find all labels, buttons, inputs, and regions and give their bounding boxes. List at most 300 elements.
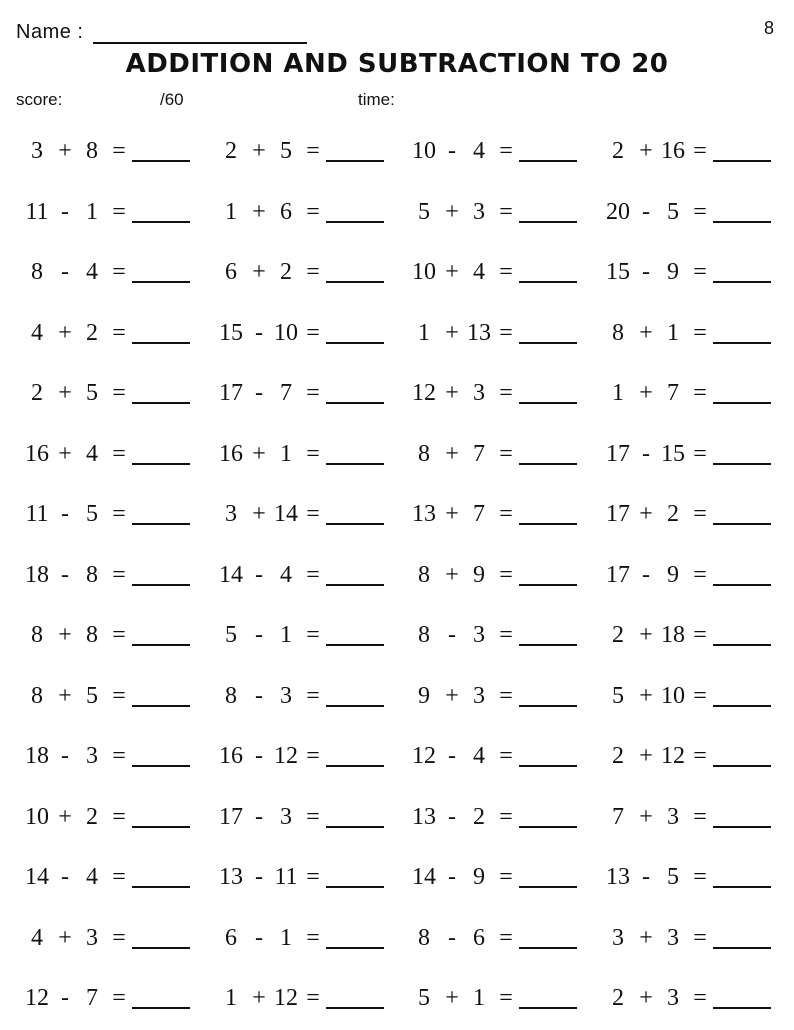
operand-b: 16 xyxy=(661,138,685,164)
operand-a: 1 xyxy=(612,380,624,406)
operand-b: 5 xyxy=(86,380,98,406)
equals-sign: = xyxy=(306,138,320,164)
problem xyxy=(22,257,200,287)
answer-blank[interactable] xyxy=(519,259,577,283)
answer-blank[interactable] xyxy=(326,441,384,465)
operand-b: 8 xyxy=(86,622,98,648)
answer-blank[interactable] xyxy=(132,925,190,949)
equals-sign: = xyxy=(499,561,513,588)
answer-blank[interactable] xyxy=(713,562,771,586)
operator: + xyxy=(639,682,653,709)
operand-a: 8 xyxy=(31,682,43,709)
operand-b: 10 xyxy=(661,682,685,709)
operand-b: 12 xyxy=(274,743,298,769)
answer-blank[interactable] xyxy=(132,804,190,828)
operand-b: 4 xyxy=(86,259,98,285)
operand-b: 1 xyxy=(280,440,292,467)
equals-sign: = xyxy=(693,803,707,830)
operand-a: 2 xyxy=(612,985,624,1011)
problem xyxy=(409,318,587,348)
equals-sign: = xyxy=(306,864,320,890)
problem xyxy=(603,862,781,892)
problem xyxy=(409,197,587,227)
problem xyxy=(216,862,394,892)
problem-grid xyxy=(0,122,794,1030)
operand-b: 4 xyxy=(473,138,485,164)
operator: + xyxy=(58,924,72,951)
operator: - xyxy=(61,561,69,588)
answer-blank[interactable] xyxy=(132,683,190,707)
equals-sign: = xyxy=(306,198,320,225)
operand-a: 15 xyxy=(219,319,243,346)
equals-sign: = xyxy=(499,985,513,1011)
operator: - xyxy=(255,319,263,346)
operand-b: 12 xyxy=(661,743,685,769)
answer-blank[interactable] xyxy=(713,925,771,949)
answer-blank[interactable] xyxy=(132,441,190,465)
answer-blank[interactable] xyxy=(132,501,190,525)
operand-a: 2 xyxy=(612,138,624,164)
operator: + xyxy=(445,259,459,285)
operand-a: 13 xyxy=(219,864,243,890)
answer-blank[interactable] xyxy=(519,925,577,949)
answer-blank[interactable] xyxy=(326,259,384,283)
operand-b: 3 xyxy=(473,380,485,406)
operand-b: 1 xyxy=(667,319,679,346)
operand-a: 4 xyxy=(31,319,43,346)
operand-a: 4 xyxy=(31,924,43,951)
operator: - xyxy=(255,380,263,406)
answer-blank[interactable] xyxy=(713,743,771,767)
answer-blank[interactable] xyxy=(519,683,577,707)
answer-blank[interactable] xyxy=(326,199,384,223)
answer-blank[interactable] xyxy=(519,320,577,344)
problem xyxy=(216,257,394,287)
operand-b: 7 xyxy=(86,985,98,1011)
problem xyxy=(603,923,781,953)
answer-blank[interactable] xyxy=(713,985,771,1009)
operand-b: 9 xyxy=(667,561,679,588)
operator: + xyxy=(252,501,266,527)
operand-a: 16 xyxy=(219,743,243,769)
answer-blank[interactable] xyxy=(713,320,771,344)
operand-a: 11 xyxy=(25,501,49,527)
operand-a: 8 xyxy=(31,259,43,285)
answer-blank[interactable] xyxy=(519,380,577,404)
answer-blank[interactable] xyxy=(326,864,384,888)
operand-b: 4 xyxy=(473,743,485,769)
problem xyxy=(22,802,200,832)
answer-blank[interactable] xyxy=(713,199,771,223)
problem xyxy=(603,197,781,227)
answer-blank[interactable] xyxy=(519,622,577,646)
equals-sign: = xyxy=(499,198,513,225)
operand-b: 7 xyxy=(473,501,485,527)
problem xyxy=(216,983,394,1013)
operator: - xyxy=(448,924,456,951)
answer-blank[interactable] xyxy=(519,804,577,828)
answer-blank[interactable] xyxy=(326,804,384,828)
problem xyxy=(216,560,394,590)
answer-blank[interactable] xyxy=(519,562,577,586)
operand-a: 3 xyxy=(225,501,237,527)
problem xyxy=(603,741,781,771)
operator: - xyxy=(255,924,263,951)
operator: + xyxy=(639,622,653,648)
answer-blank[interactable] xyxy=(713,380,771,404)
operand-a: 1 xyxy=(225,198,237,225)
problem xyxy=(603,439,781,469)
equals-sign: = xyxy=(693,682,707,709)
operator: + xyxy=(639,743,653,769)
operator: - xyxy=(255,622,263,648)
operand-b: 1 xyxy=(280,622,292,648)
equals-sign: = xyxy=(112,622,126,648)
score-total: /60 xyxy=(160,90,184,109)
answer-blank[interactable] xyxy=(326,925,384,949)
problem xyxy=(22,560,200,590)
operand-b: 9 xyxy=(667,259,679,285)
answer-blank[interactable] xyxy=(132,138,190,162)
problem xyxy=(603,620,781,650)
equals-sign: = xyxy=(499,743,513,769)
operand-b: 8 xyxy=(86,138,98,164)
answer-blank[interactable] xyxy=(132,380,190,404)
operator: + xyxy=(58,682,72,709)
operand-b: 2 xyxy=(280,259,292,285)
operand-a: 5 xyxy=(418,985,430,1011)
answer-blank[interactable] xyxy=(519,501,577,525)
operand-a: 2 xyxy=(225,138,237,164)
operator: - xyxy=(448,622,456,648)
answer-blank[interactable] xyxy=(326,985,384,1009)
equals-sign: = xyxy=(693,440,707,467)
operator: + xyxy=(252,198,266,225)
answer-blank[interactable] xyxy=(326,683,384,707)
answer-blank[interactable] xyxy=(326,380,384,404)
operator: + xyxy=(252,138,266,164)
operator: - xyxy=(61,198,69,225)
answer-blank[interactable] xyxy=(132,320,190,344)
problem xyxy=(603,499,781,529)
answer-blank[interactable] xyxy=(519,985,577,1009)
problem xyxy=(409,257,587,287)
operand-b: 14 xyxy=(274,501,298,527)
problem xyxy=(603,257,781,287)
answer-blank[interactable] xyxy=(713,804,771,828)
operator: + xyxy=(445,380,459,406)
equals-sign: = xyxy=(306,561,320,588)
operand-a: 12 xyxy=(412,743,436,769)
answer-blank[interactable] xyxy=(326,138,384,162)
operand-a: 2 xyxy=(612,743,624,769)
operator: + xyxy=(445,319,459,346)
problem xyxy=(22,499,200,529)
problem xyxy=(22,620,200,650)
operand-a: 17 xyxy=(606,561,630,588)
problem-row xyxy=(0,909,794,970)
operand-b: 5 xyxy=(86,682,98,709)
problem xyxy=(409,620,587,650)
answer-blank[interactable] xyxy=(132,562,190,586)
problem-row xyxy=(0,183,794,244)
operand-b: 12 xyxy=(274,985,298,1011)
operand-b: 6 xyxy=(280,198,292,225)
problem xyxy=(216,499,394,529)
problem xyxy=(22,378,200,408)
answer-blank[interactable] xyxy=(132,259,190,283)
time-label: time: xyxy=(358,90,395,109)
problem xyxy=(22,862,200,892)
equals-sign: = xyxy=(499,864,513,890)
operand-a: 3 xyxy=(612,924,624,951)
answer-blank[interactable] xyxy=(326,501,384,525)
operand-b: 4 xyxy=(86,440,98,467)
equals-sign: = xyxy=(112,319,126,346)
equals-sign: = xyxy=(112,924,126,951)
operand-b: 7 xyxy=(667,380,679,406)
equals-sign: = xyxy=(693,501,707,527)
problem xyxy=(22,983,200,1013)
operand-b: 15 xyxy=(661,440,685,467)
operator: + xyxy=(639,319,653,346)
operand-a: 17 xyxy=(606,440,630,467)
problem xyxy=(22,136,200,166)
problem xyxy=(22,318,200,348)
answer-blank[interactable] xyxy=(519,138,577,162)
problem-row xyxy=(0,485,794,546)
problem xyxy=(603,802,781,832)
answer-blank[interactable] xyxy=(132,864,190,888)
operator: - xyxy=(642,259,650,285)
problem xyxy=(216,378,394,408)
operand-b: 3 xyxy=(86,743,98,769)
equals-sign: = xyxy=(306,380,320,406)
operand-a: 8 xyxy=(612,319,624,346)
problem-row xyxy=(0,304,794,365)
problem xyxy=(22,741,200,771)
problem-row xyxy=(0,364,794,425)
operand-a: 14 xyxy=(219,561,243,588)
answer-blank[interactable] xyxy=(713,259,771,283)
problem xyxy=(409,923,587,953)
problem xyxy=(22,197,200,227)
operand-b: 2 xyxy=(473,803,485,830)
operand-a: 1 xyxy=(225,985,237,1011)
operand-b: 1 xyxy=(86,198,98,225)
operand-b: 5 xyxy=(86,501,98,527)
equals-sign: = xyxy=(306,803,320,830)
operator: - xyxy=(448,743,456,769)
operator: - xyxy=(448,803,456,830)
operand-a: 8 xyxy=(418,622,430,648)
operand-a: 5 xyxy=(418,198,430,225)
operator: + xyxy=(58,319,72,346)
operand-a: 6 xyxy=(225,924,237,951)
operand-a: 12 xyxy=(412,380,436,406)
operand-b: 6 xyxy=(473,924,485,951)
operator: - xyxy=(61,743,69,769)
equals-sign: = xyxy=(306,924,320,951)
problem xyxy=(409,560,587,590)
problem xyxy=(409,983,587,1013)
problem xyxy=(216,620,394,650)
answer-blank[interactable] xyxy=(713,864,771,888)
problem-row xyxy=(0,727,794,788)
operator: - xyxy=(61,501,69,527)
equals-sign: = xyxy=(306,440,320,467)
operator: + xyxy=(639,803,653,830)
operator: - xyxy=(61,985,69,1011)
operand-b: 4 xyxy=(473,259,485,285)
problem xyxy=(409,681,587,711)
operator: + xyxy=(252,259,266,285)
problem xyxy=(409,378,587,408)
operator: + xyxy=(639,985,653,1011)
operator: - xyxy=(255,743,263,769)
operator: + xyxy=(252,985,266,1011)
equals-sign: = xyxy=(693,622,707,648)
operand-a: 18 xyxy=(25,743,49,769)
operator: + xyxy=(445,440,459,467)
operand-a: 16 xyxy=(25,440,49,467)
operand-b: 2 xyxy=(86,803,98,830)
operand-a: 13 xyxy=(606,864,630,890)
operand-a: 8 xyxy=(418,561,430,588)
problem xyxy=(603,378,781,408)
operand-b: 5 xyxy=(667,864,679,890)
operand-b: 8 xyxy=(86,561,98,588)
operand-a: 1 xyxy=(418,319,430,346)
name-input-line[interactable] xyxy=(93,22,307,44)
operand-b: 2 xyxy=(667,501,679,527)
operand-a: 2 xyxy=(612,622,624,648)
operator: + xyxy=(252,440,266,467)
problem xyxy=(409,802,587,832)
equals-sign: = xyxy=(499,259,513,285)
problem xyxy=(409,136,587,166)
operator: + xyxy=(445,682,459,709)
equals-sign: = xyxy=(306,682,320,709)
equals-sign: = xyxy=(112,198,126,225)
equals-sign: = xyxy=(306,259,320,285)
answer-blank[interactable] xyxy=(713,683,771,707)
operand-a: 8 xyxy=(225,682,237,709)
equals-sign: = xyxy=(306,985,320,1011)
operand-a: 13 xyxy=(412,501,436,527)
operand-b: 1 xyxy=(280,924,292,951)
operand-a: 17 xyxy=(219,380,243,406)
problem xyxy=(216,802,394,832)
worksheet-title: ADDITION AND SUBTRACTION TO 20 xyxy=(125,49,669,79)
operand-b: 3 xyxy=(667,803,679,830)
equals-sign: = xyxy=(112,682,126,709)
operator: - xyxy=(642,864,650,890)
answer-blank[interactable] xyxy=(132,743,190,767)
problem-row xyxy=(0,122,794,183)
name-field xyxy=(16,18,307,44)
equals-sign: = xyxy=(499,622,513,648)
answer-blank[interactable] xyxy=(326,743,384,767)
operator: - xyxy=(61,259,69,285)
equals-sign: = xyxy=(112,561,126,588)
operator: + xyxy=(445,985,459,1011)
operator: + xyxy=(58,803,72,830)
problem xyxy=(216,136,394,166)
operand-a: 5 xyxy=(225,622,237,648)
operand-a: 12 xyxy=(25,985,49,1011)
answer-blank[interactable] xyxy=(713,441,771,465)
operand-a: 20 xyxy=(606,198,630,225)
problem xyxy=(603,681,781,711)
problem xyxy=(409,439,587,469)
operator: + xyxy=(58,380,72,406)
operator: - xyxy=(255,561,263,588)
problem-row xyxy=(0,667,794,728)
operator: + xyxy=(58,622,72,648)
operator: - xyxy=(642,440,650,467)
problem xyxy=(22,681,200,711)
equals-sign: = xyxy=(306,743,320,769)
operand-b: 9 xyxy=(473,864,485,890)
operator: - xyxy=(255,864,263,890)
answer-blank[interactable] xyxy=(326,320,384,344)
problem xyxy=(603,136,781,166)
operator: + xyxy=(639,501,653,527)
operand-b: 3 xyxy=(667,985,679,1011)
equals-sign: = xyxy=(693,864,707,890)
equals-sign: = xyxy=(112,259,126,285)
answer-blank[interactable] xyxy=(713,501,771,525)
answer-blank[interactable] xyxy=(326,622,384,646)
operand-a: 10 xyxy=(25,803,49,830)
answer-blank[interactable] xyxy=(713,138,771,162)
answer-blank[interactable] xyxy=(132,985,190,1009)
operand-b: 3 xyxy=(473,622,485,648)
answer-blank[interactable] xyxy=(132,622,190,646)
answer-blank[interactable] xyxy=(519,864,577,888)
equals-sign: = xyxy=(112,743,126,769)
operand-b: 13 xyxy=(467,319,491,346)
problem xyxy=(216,197,394,227)
problem-row xyxy=(0,243,794,304)
equals-sign: = xyxy=(499,319,513,346)
operand-a: 7 xyxy=(612,803,624,830)
answer-blank[interactable] xyxy=(519,743,577,767)
answer-blank[interactable] xyxy=(326,562,384,586)
problem xyxy=(216,439,394,469)
equals-sign: = xyxy=(499,380,513,406)
problem-row xyxy=(0,546,794,607)
answer-blank[interactable] xyxy=(519,441,577,465)
equals-sign: = xyxy=(693,319,707,346)
answer-blank[interactable] xyxy=(713,622,771,646)
operand-a: 8 xyxy=(31,622,43,648)
operand-b: 3 xyxy=(280,803,292,830)
score-label: score: xyxy=(16,90,63,109)
problem xyxy=(603,560,781,590)
problem-row xyxy=(0,788,794,849)
operator: - xyxy=(642,198,650,225)
equals-sign: = xyxy=(499,440,513,467)
operator: - xyxy=(255,682,263,709)
equals-sign: = xyxy=(306,319,320,346)
operand-a: 8 xyxy=(418,440,430,467)
operator: + xyxy=(445,198,459,225)
answer-blank[interactable] xyxy=(519,199,577,223)
equals-sign: = xyxy=(499,501,513,527)
answer-blank[interactable] xyxy=(132,199,190,223)
